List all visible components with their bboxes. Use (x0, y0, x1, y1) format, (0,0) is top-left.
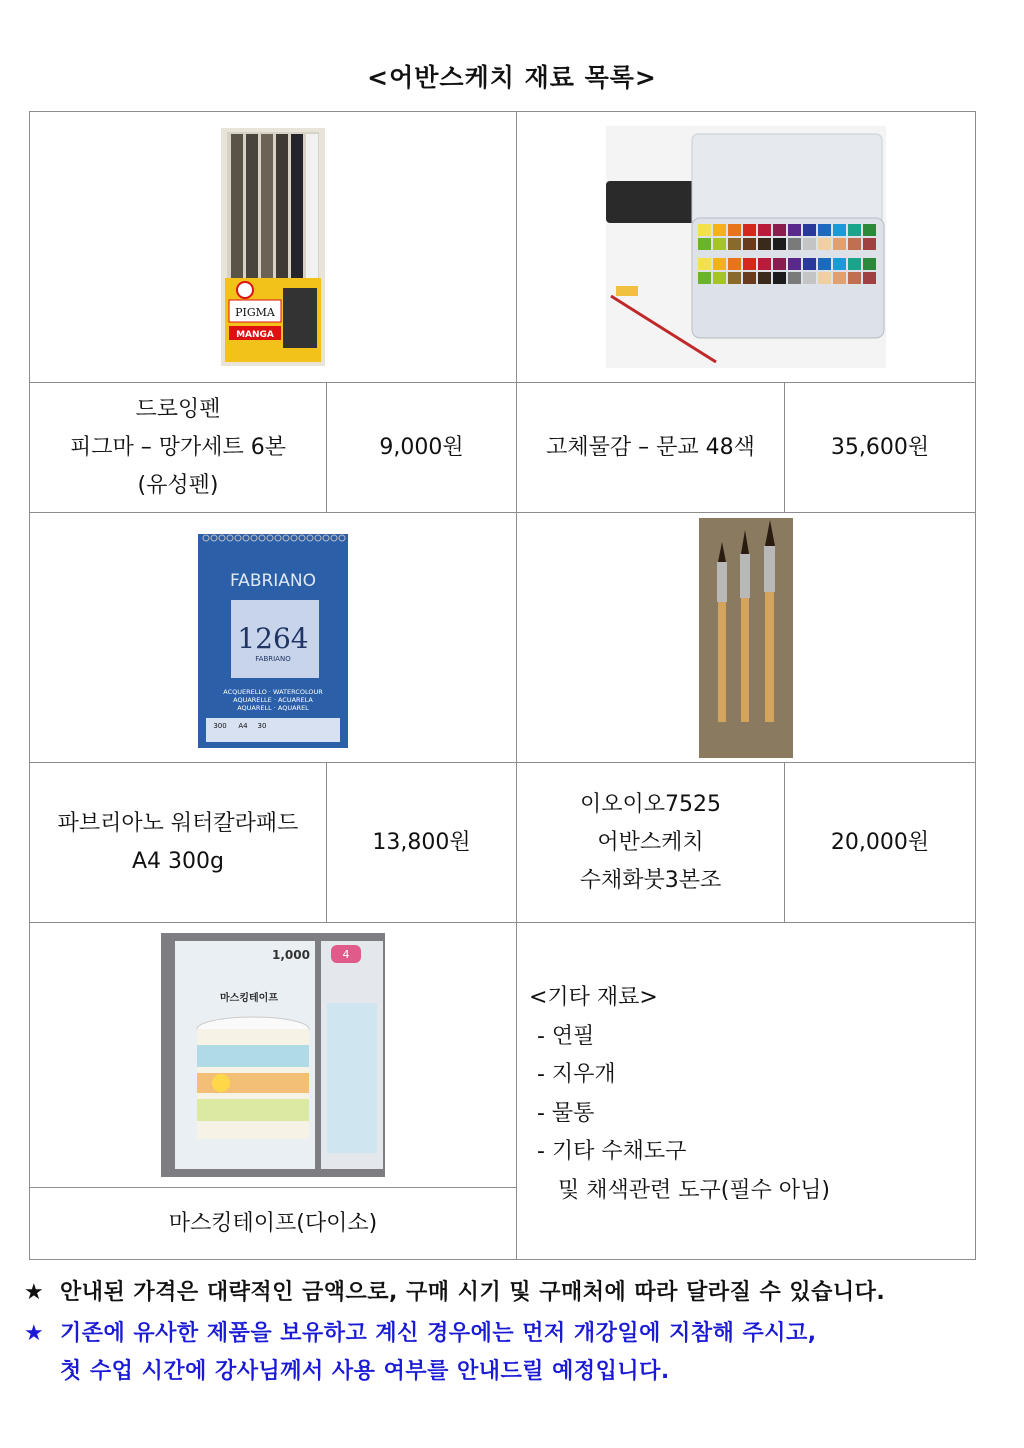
paint-pan (758, 258, 771, 270)
item-price: 9,000원 (327, 383, 517, 513)
paint-pan (788, 258, 801, 270)
paint-pan (758, 272, 771, 284)
item-name-line: A4 300g (132, 848, 224, 874)
etc-item: - 지우개 (537, 1062, 616, 1087)
note-price-disclaimer (24, 1275, 885, 1306)
etc-materials-cell (517, 923, 976, 1260)
paint-pan (863, 272, 876, 284)
paint-pan (698, 238, 711, 250)
star-icon: ★ (24, 1321, 45, 1346)
paint-pan (833, 272, 846, 284)
paint-pan (773, 258, 786, 270)
item-name-line: 어반스케치 (597, 829, 704, 855)
paint-pan (863, 224, 876, 236)
brush-image-cell (517, 513, 976, 763)
paint-pan (803, 224, 816, 236)
paint-pan (728, 258, 741, 270)
image-text-tape-label: 마스킹테이프 (220, 993, 278, 1004)
etc-item: - 기타 수채도구 (537, 1139, 687, 1164)
image-text-30: 30 (257, 721, 267, 730)
paint-pan (713, 238, 726, 250)
paint-image-cell (517, 112, 976, 383)
image-text-count: 4 (342, 948, 350, 961)
item-name-cell (30, 383, 327, 513)
materials-table (29, 111, 976, 1260)
image-text-aquarell: AQUARELL · AQUAREL (237, 703, 309, 712)
image-text-fabriano-small: FABRIANO (255, 654, 291, 663)
item-name-cell (517, 763, 785, 923)
paint-pan (758, 224, 771, 236)
etc-item: - 연필 (537, 1023, 595, 1049)
image-text-pigma: PIGMA (235, 306, 275, 319)
paint-pan (833, 258, 846, 270)
etc-heading: <기타 재료> (529, 985, 658, 1010)
image-text-300: 300 (213, 721, 227, 730)
item-name-line: 수채화붓3본조 (579, 867, 722, 893)
etc-item: 및 채색관련 도구(필수 아님) (537, 1177, 830, 1203)
note-line: 첫 수업 시간에 강사님께서 사용 여부를 안내드릴 예정입니다. (60, 1359, 670, 1384)
item-price: 20,000원 (785, 763, 976, 923)
paint-pan (713, 272, 726, 284)
star-icon: ★ (24, 1280, 45, 1305)
pad-image-cell (30, 513, 517, 763)
paint-pan (803, 238, 816, 250)
image-text-1264: 1264 (237, 621, 309, 655)
image-text-aquarelle: AQUARELLE · ACUARELA (233, 695, 313, 704)
image-text-a4: A4 (238, 721, 248, 730)
paint-pan (743, 272, 756, 284)
paint-pan (728, 238, 741, 250)
item-name-line: 마스킹테이프(다이소) (168, 1210, 378, 1236)
item-name-cell (30, 1188, 517, 1260)
paint-pan (743, 238, 756, 250)
image-text-fabriano: FABRIANO (229, 570, 317, 591)
note-line: 기존에 유사한 제품을 보유하고 계신 경우에는 먼저 개강일에 지참해 주시고, (60, 1321, 817, 1346)
note-line: 안내된 가격은 대략적인 금액으로, 구매 시기 및 구매처에 따라 달라질 수 있습니다. (60, 1280, 886, 1305)
item-name-line: 파브리아노 워터칼라패드 (57, 810, 299, 836)
note-existing-items (24, 1316, 817, 1347)
paint-pan (833, 238, 846, 250)
pigma-pen-set-image (221, 128, 325, 366)
paint-pan (848, 258, 861, 270)
paint-pan (803, 272, 816, 284)
image-text-manga: MANGA (236, 330, 274, 340)
paint-pan (818, 238, 831, 250)
paint-pan (848, 272, 861, 284)
item-price: 35,600원 (785, 383, 976, 513)
tape-image-cell (30, 923, 517, 1188)
item-name-cell (30, 763, 327, 923)
pen-image-cell (30, 112, 517, 383)
image-text-acquerello: ACQUERELLO · WATERCOLOUR (223, 687, 323, 696)
brush-set-image (699, 518, 793, 758)
item-name-line: 고체물감 – 문교 48색 (546, 434, 755, 460)
paint-pan (818, 224, 831, 236)
image-text-price: 1,000 (272, 948, 310, 962)
paint-pan (713, 224, 726, 236)
paint-pan (788, 238, 801, 250)
item-price: 13,800원 (327, 763, 517, 923)
paint-pan (833, 224, 846, 236)
item-name-line: 드로잉펜 (135, 396, 221, 422)
item-name-line: (유성펜) (137, 472, 219, 498)
paint-pan (773, 272, 786, 284)
item-name-line: 이오이오7525 (580, 791, 721, 817)
paint-pan (863, 258, 876, 270)
paint-pan (698, 224, 711, 236)
item-name-cell (517, 383, 785, 513)
paint-pan (743, 258, 756, 270)
page-title: <어반스케치 재료 목록> (367, 63, 657, 92)
paint-pan (713, 258, 726, 270)
paint-pan (758, 238, 771, 250)
paint-pan (773, 238, 786, 250)
watercolor-paint-set-image (606, 126, 886, 368)
paint-pan (818, 258, 831, 270)
fabriano-pad-image (198, 528, 348, 748)
paint-pan (863, 238, 876, 250)
paint-pan (728, 224, 741, 236)
paint-pan (698, 272, 711, 284)
masking-tape-image (161, 933, 385, 1177)
paint-pan (848, 238, 861, 250)
note-existing-items-cont (24, 1354, 670, 1385)
paint-pan (743, 224, 756, 236)
paint-pan (728, 272, 741, 284)
paint-pan (848, 224, 861, 236)
item-name-line: 피그마 – 망가세트 6본 (70, 434, 286, 460)
paint-pan (773, 224, 786, 236)
paint-pan (698, 258, 711, 270)
paint-pan (788, 272, 801, 284)
paint-pan (818, 272, 831, 284)
etc-item: - 물통 (537, 1100, 595, 1126)
paint-pan (803, 258, 816, 270)
paint-pan (788, 224, 801, 236)
